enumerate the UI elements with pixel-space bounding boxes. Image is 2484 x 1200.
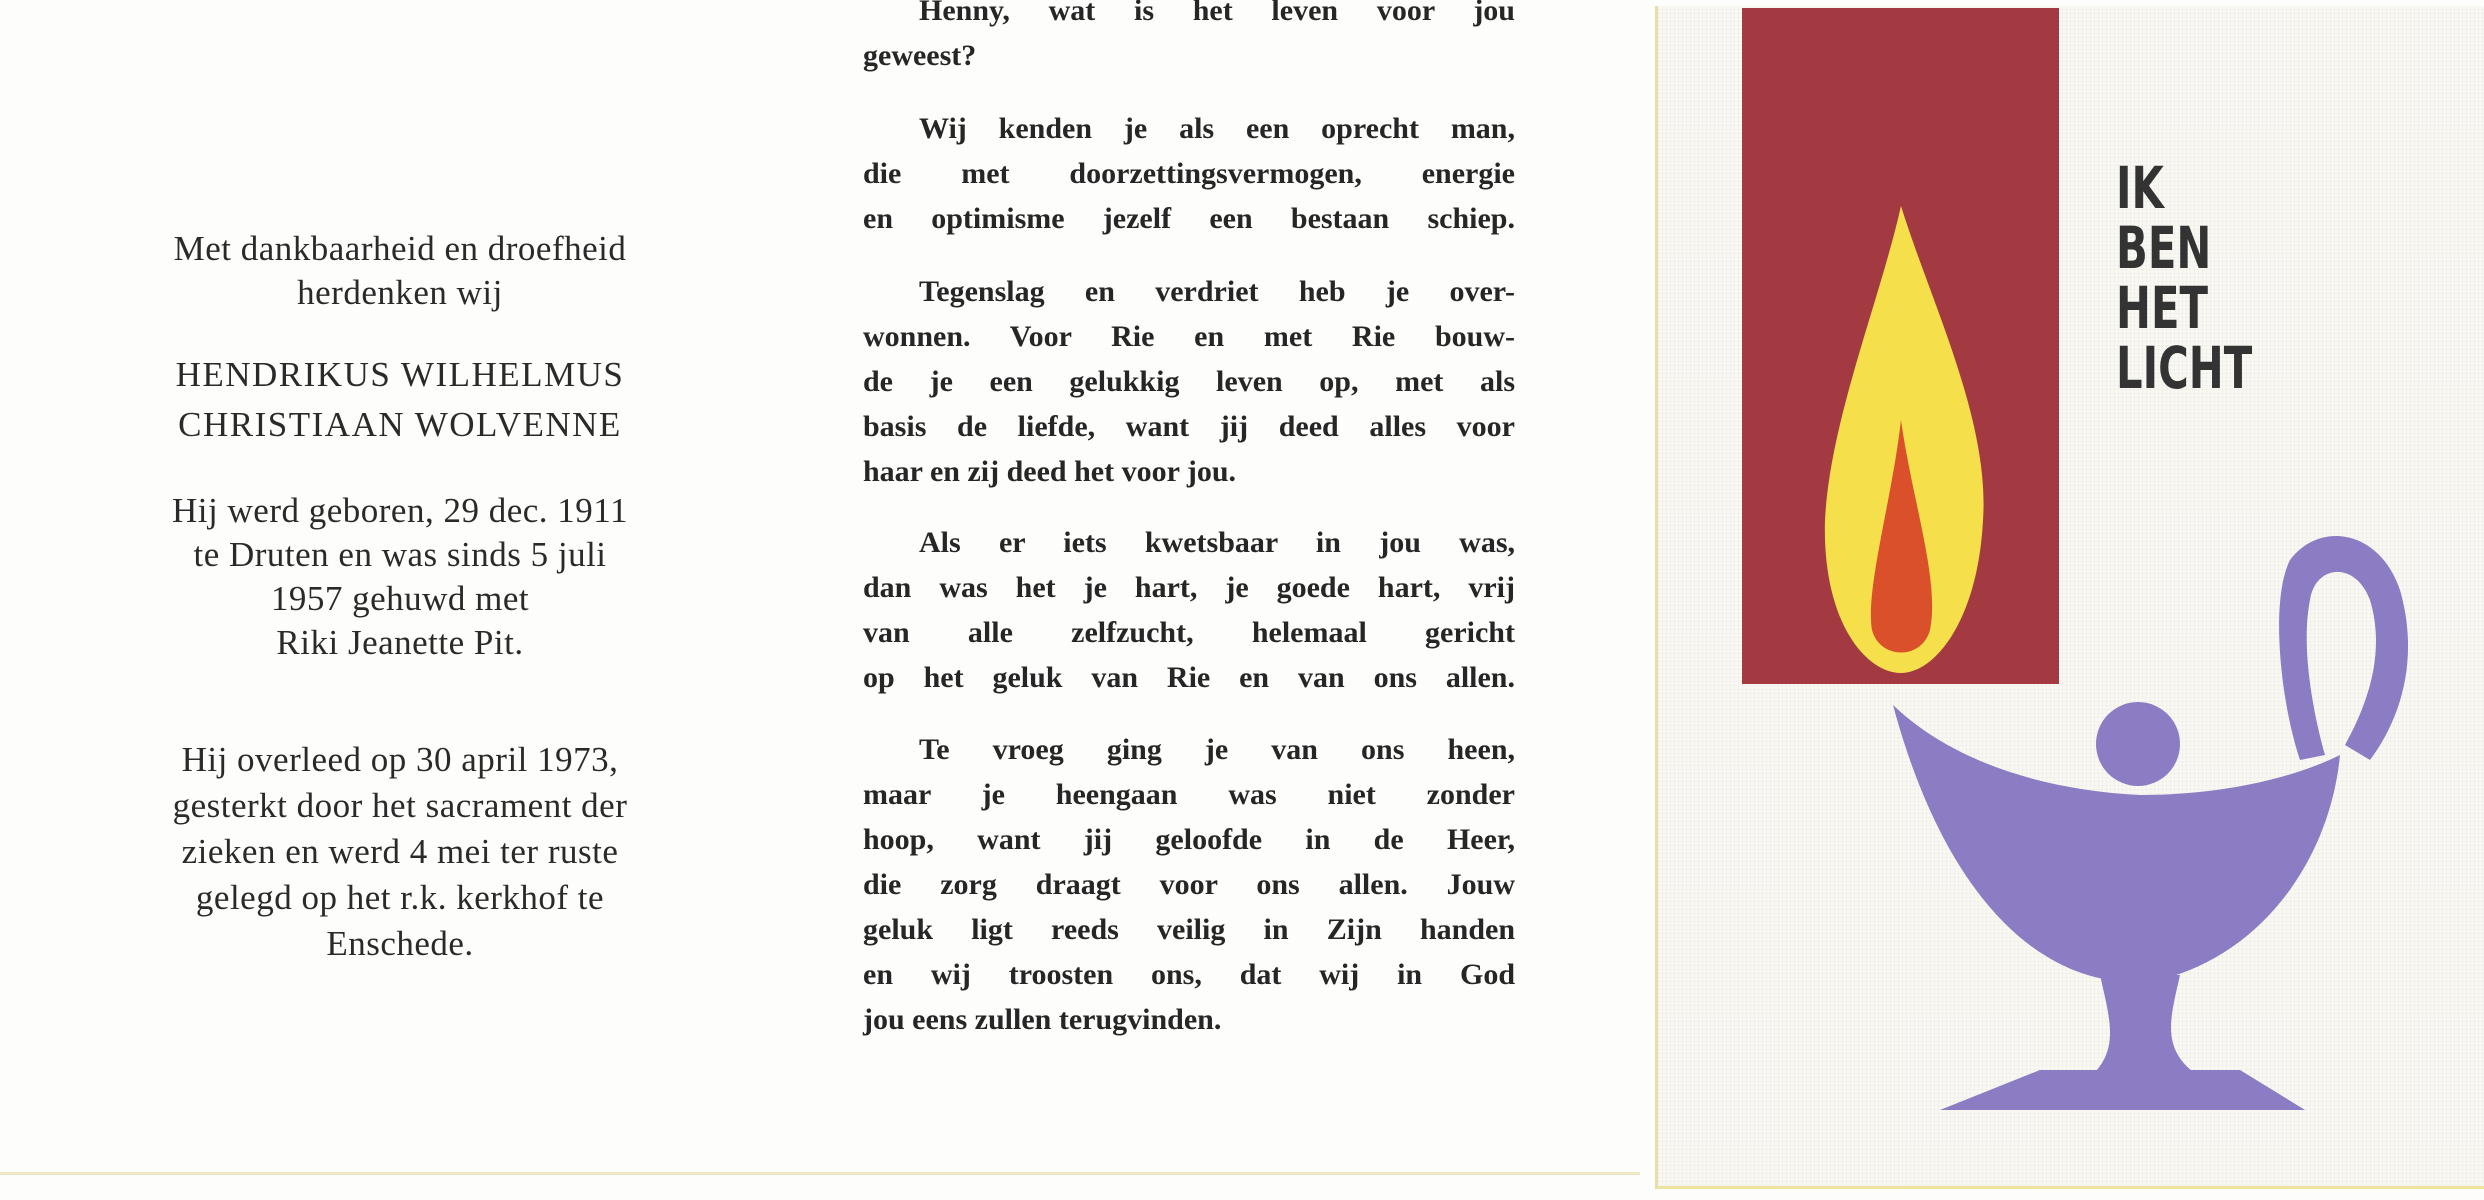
text-line: zieken en werd 4 mei ter ruste <box>181 832 619 871</box>
lamp-knob <box>2096 702 2180 786</box>
text-line: basis de liefde, want jij deed alles voor <box>863 410 1515 443</box>
text-line: Riki Jeanette Pit. <box>276 623 524 662</box>
text-line: gelegd op het r.k. kerkhof te <box>195 878 605 917</box>
text-line: HENDRIKUS WILHELMUS <box>175 355 625 394</box>
text-line: gesterkt door het sacrament der <box>172 786 628 825</box>
text-line: haar en zij deed het voor jou. <box>863 455 1237 488</box>
text-line: Met dankbaarheid en droefheid <box>173 229 627 268</box>
cover-title <box>2116 154 2253 402</box>
text-line: maar je heengaan was niet zonder <box>863 778 1515 811</box>
text-line: CHRISTIAAN WOLVENNE <box>178 405 622 444</box>
lamp-base <box>1940 1070 2305 1110</box>
text-line: Hij werd geboren, 29 dec. 1911 <box>172 491 628 530</box>
text-line: en optimisme jezelf een bestaan schiep. <box>863 202 1515 235</box>
text-line: Tegenslag en verdriet heb je over- <box>919 275 1515 308</box>
text-line: dan was het je hart, je goede hart, vrij <box>863 571 1515 604</box>
text-line: herdenken wij <box>297 273 503 312</box>
text-line: 1957 gehuwd met <box>270 579 530 618</box>
text-line: geweest? <box>863 39 977 72</box>
text-line: op het geluk van Rie en van ons allen. <box>863 661 1515 694</box>
title-line: LICHT <box>2116 334 2253 402</box>
text-line: Henny, wat is het leven voor jou <box>919 0 1515 27</box>
text-line: wonnen. Voor Rie en met Rie bouw- <box>863 320 1515 353</box>
text-line: Te vroeg ging je van ons heen, <box>919 733 1515 766</box>
text-line: Hij overleed op 30 april 1973, <box>181 740 619 779</box>
text-line: jou eens zullen terugvinden. <box>863 1003 1222 1036</box>
text-line: Wij kenden je als een oprecht man, <box>919 112 1515 145</box>
text-line: te Druten en was sinds 5 juli <box>193 535 607 574</box>
text-line: die zorg draagt voor ons allen. Jouw <box>863 868 1515 901</box>
lamp-stem <box>2090 975 2200 1077</box>
text-line: geluk ligt reeds veilig in Zijn handen <box>863 913 1515 946</box>
text-line: de je een gelukkig leven op, met als <box>863 365 1515 398</box>
lamp-handle <box>2279 536 2408 760</box>
text-line: hoop, want jij geloofde in de Heer, <box>863 823 1515 856</box>
text-line: en wij troosten ons, dat wij in God <box>863 958 1515 991</box>
title-line: BEN <box>2116 214 2212 282</box>
title-line: IK <box>2116 154 2164 222</box>
text-line: Enschede. <box>326 924 474 963</box>
text-line: die met doorzettingsvermogen, energie <box>863 157 1515 190</box>
text-line: Als er iets kwetsbaar in jou was, <box>919 526 1515 559</box>
title-line: HET <box>2116 274 2208 342</box>
text-line: van alle zelfzucht, helemaal gericht <box>863 616 1515 649</box>
